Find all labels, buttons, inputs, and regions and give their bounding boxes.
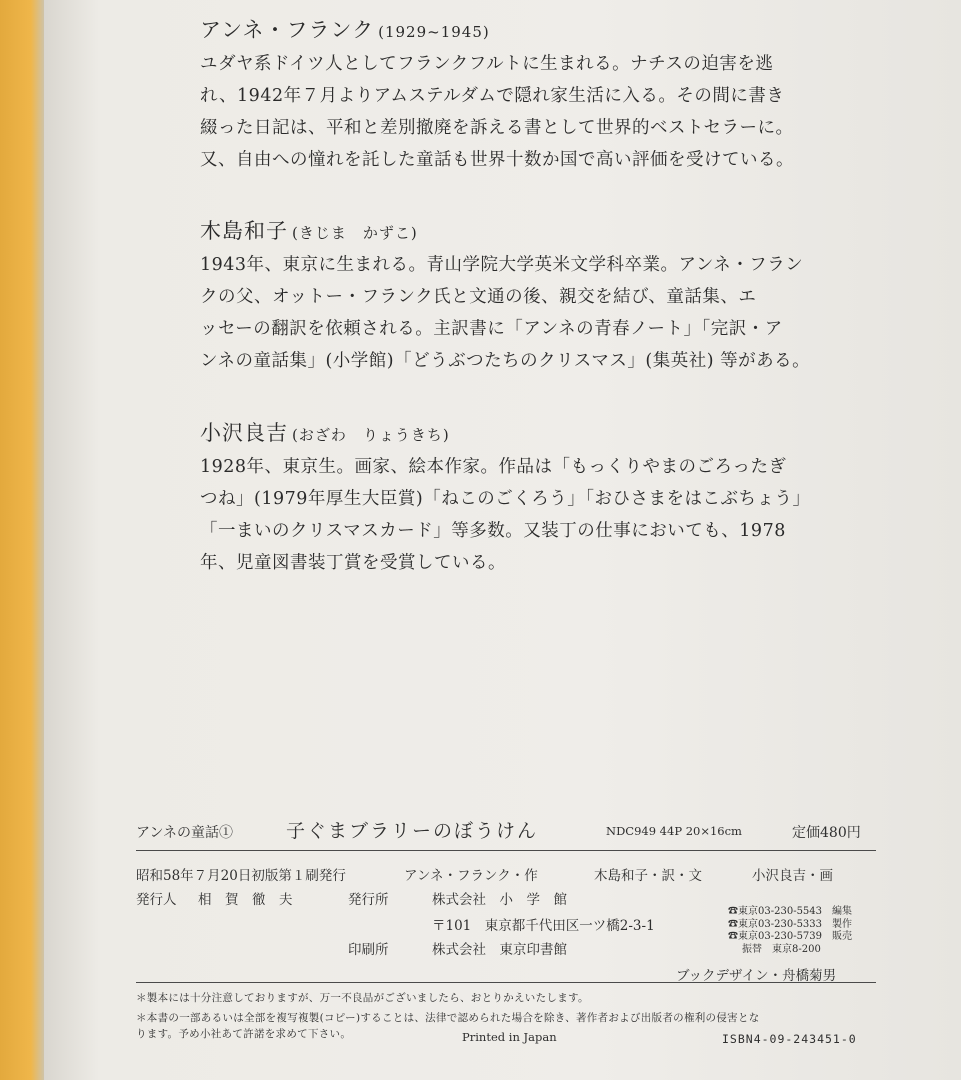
notice-copyright: ＊本書の一部あるいは全部を複写複製(コピー)することは、法律で認められた場合を除き、著作者および出版者の権利の侵害とな — [136, 1012, 760, 1024]
tel-line: ☎東京03-230-5333 製作 — [728, 918, 853, 930]
notice-copyright-cont: ります。予め小社あて許諾を求めて下さい。 — [136, 1028, 352, 1040]
bio-reading: (おざわ りょうきち) — [292, 426, 450, 444]
tel-line: ☎東京03-230-5543 編集 — [728, 906, 853, 917]
bio-line: 綴った日記は、平和と差別撤廃を訴える書として世界的ベストセラーに。 — [200, 118, 794, 138]
design-credit: ブックデザイン・舟橋菊男 — [676, 968, 837, 984]
bio-line: ンネの童話集」(小学館)「どうぶつたちのクリスマス」(集英社) 等がある。 — [200, 351, 811, 371]
bio-line: 1943年、東京に生まれる。青山学院大学英米文学科卒業。アンネ・フラン — [200, 255, 804, 275]
bio-line: クの父、オットー・フランク氏と文通の後、親交を結び、童話集、エ — [200, 287, 757, 307]
divider-rule — [136, 850, 876, 851]
publisher-name: 株式会社 小 学 館 — [432, 892, 567, 908]
ndc-info: NDC949 44P 20×16cm — [606, 824, 742, 838]
bio-name: 小沢良吉 (おざわ りょうきち) — [200, 421, 450, 445]
publisher-person-label: 発行人 — [136, 892, 177, 908]
bio-line: 又、自由への憧れを託した童話も世界十数か国で高い評価を受けている。 — [200, 150, 794, 170]
edition-info: 昭和58年７月20日初版第１刷発行 — [136, 868, 346, 884]
price: 定価480円 — [792, 825, 861, 841]
bio-name: 木島和子 (きじま かずこ) — [200, 219, 418, 243]
colophon — [136, 0, 876, 1080]
bio-line: 年、児童図書装丁賞を受賞している。 — [200, 553, 506, 573]
bio-line: れ、1942年７月よりアムステルダムで隠れ家生活に入る。その間に書き — [200, 86, 785, 106]
bio-reading: (きじま かずこ) — [292, 224, 418, 242]
bio-reading: (1929~1945) — [378, 23, 490, 41]
bio-line: つね」(1979年厚生大臣賞)「ねこのごくろう」「おひさまをはこぶちょう」 — [200, 489, 811, 509]
book-title: 子ぐまブラリーのぼうけん — [286, 820, 539, 842]
telephone-block — [728, 906, 852, 956]
illustrator-credit: 小沢良吉・画 — [752, 868, 833, 884]
author-credit: アンネ・フランク・作 — [404, 868, 538, 884]
tel-line: 振替 東京8-200 — [742, 943, 821, 955]
publisher-person: 相 賀 徹 夫 — [198, 892, 293, 908]
bio-name: アンネ・フランク (1929~1945) — [200, 18, 490, 42]
divider-rule — [136, 982, 876, 983]
publisher-label: 発行所 — [348, 892, 389, 908]
bio-line: ユダヤ系ドイツ人としてフランクフルトに生まれる。ナチスの迫害を逃 — [200, 54, 774, 74]
tel-line: ☎東京03-230-5739 販売 — [728, 931, 853, 942]
bio-line: ッセーの翻訳を依頼される。主訳書に「アンネの青春ノート」「完訳・ア — [200, 319, 783, 339]
bio-line: 「一まいのクリスマスカード」等多数。又装丁の仕事においても、1978 — [200, 521, 786, 541]
publisher-address: 〒101 東京都千代田区一ツ橋2-3-1 — [432, 918, 655, 934]
notice-defect: ＊製本には十分注意しておりますが、万一不良品がございましたら、おとりかえいたします。 — [136, 992, 589, 1004]
series-name: アンネの童話① — [136, 825, 234, 841]
printer-name: 株式会社 東京印書館 — [432, 942, 567, 958]
printer-label: 印刷所 — [348, 942, 389, 958]
translator-credit: 木島和子・訳・文 — [594, 868, 702, 884]
bio-line: 1928年、東京生。画家、絵本作家。作品は「もっくりやまのごろったぎ — [200, 457, 787, 477]
isbn: ISBN4-09-243451-0 — [722, 1032, 857, 1046]
printed-in: Printed in Japan — [462, 1030, 557, 1044]
book-cover-edge — [0, 0, 44, 1080]
